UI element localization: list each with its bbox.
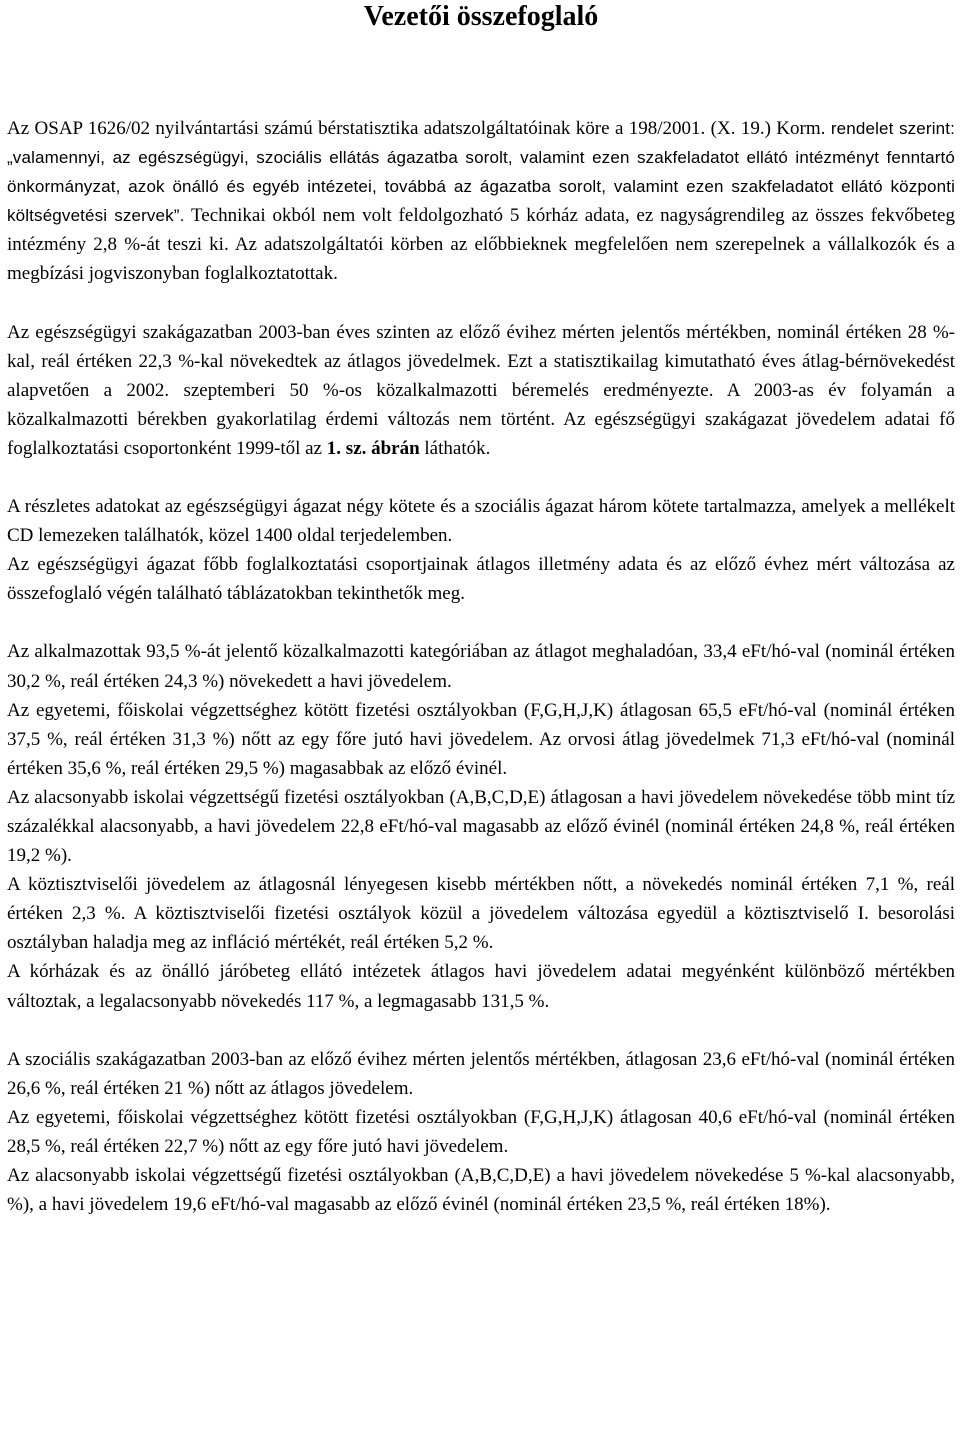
section-spacer [7, 608, 955, 637]
graduate-classes-paragraph: Az egyetemi, főiskolai végzettséghez kötött fizetési osztályokban (F,G,H,J,K) átlagosan 65,5 eFt/hó-val (nominál értéken 37,5 %, reál értéken 31,3 %) nőtt az egy főre jutó havi jövedelem. Az orvosi átlag jövedelmek 71,3 eFt/hó-val (nominál értéken 35,6 %, reál értéken 29,5 %) magasabbak az előző évinél. [7, 699, 955, 779]
health-sector-paragraph [7, 318, 955, 463]
intro-text-serif: Az OSAP 1626/02 nyilvántartási számú bérstatisztika adatszolgáltatóinak köre a 198/2001. (X. 19.) Korm. [7, 118, 826, 139]
health-sector-tail: láthatók. [419, 437, 491, 459]
document-page [7, 0, 955, 1219]
hospitals-paragraph: A kórházak és az önálló járóbeteg ellátó intézetek átlagos havi jövedelem adatai megyénként különböző mértékben változtak, a legalacsonyabb növekedés 117 %, a legmagasabb 131,5 %. [7, 961, 955, 1012]
details-paragraph-2: Az egészségügyi ágazat főbb foglalkoztatási csoportjainak átlagos illetmény adata és az előző évhez mért változása az összefoglaló végén található táblázatokban tekinthetők meg. [7, 554, 955, 605]
intro-paragraph [7, 114, 955, 289]
civil-servants-paragraph: Az alkalmazottak 93,5 %-át jelentő közalkalmazotti kategóriában az átlagot meghaladóan, 33,4 eFt/hó-val (nominál értéken 30,2 %, reál értéken 24,3 %) növekedett a havi jövedelem. [7, 641, 955, 692]
details-paragraph-1: A részletes adatokat az egészségügyi ágazat négy kötete és a szociális ágazat három kötete tartalmazza, amelyek a mellékelt CD lemezeken találhatók, közel 1400 oldal terjedelemben. [7, 496, 955, 547]
social-graduate-paragraph: Az egyetemi, főiskolai végzettséghez kötött fizetési osztályokban (F,G,H,J,K) átlagosan 40,6 eFt/hó-val (nominál értéken 28,5 %, reál értéken 22,7 %) nőtt az egy főre jutó havi jövedelem. [7, 1106, 955, 1157]
lower-education-paragraph: Az alacsonyabb iskolai végzettségű fizetési osztályokban (A,B,C,D,E) átlagosan a havi jövedelem növekedése több mint tíz százalékkal alacsonyabb, a havi jövedelem 22,8 eFt/hó-val magasabb az előző évinél (nominál értéken 24,8 %, reál értéken 19,2 %). [7, 786, 955, 867]
figure-reference: 1. sz. ábrán [326, 437, 420, 459]
intro-text-sans: rendelet szerint: „valamennyi, az egészségügyi, szociális ellátás ágazatba sorolt, valamint ezen szakfeladatot ellátó intézményt fenntartó önkormányzat, azok önálló és egyéb intézetei, továbbá az ágazatba sorolt, valamint ezen szakfeladatot ellátó központi költségvetési szervek”. [7, 119, 956, 226]
intro-text-technical: Technikai okból nem volt feldolgozható 5 kórház adata, ez nagyságrendileg az összes fekvőbeteg intézmény 2,8 %-át teszi ki. [7, 205, 955, 256]
social-lower-education-paragraph: Az alacsonyabb iskolai végzettségű fizetési osztályokban (A,B,C,D,E) a havi jövedelem növekedése 5 %-kal alacsonyabb, %), a havi jövedelem 19,6 eFt/hó-val magasabb az előző évinél (nominál értéken 23,5 %, reál értéken 18%). [7, 1165, 955, 1216]
section-spacer [7, 289, 955, 318]
officials-paragraph: A köztisztviselői jövedelem az átlagosnál lényegesen kisebb mértékben nőtt, a növekedés nominál értéken 7,1 %, reál értéken 2,3 %. A köztisztviselői fizetési osztályok közül a jövedelem változása egyedül a köztisztviselő I. besorolási osztályban haladja meg az infláció mértékét, reál értéken 5,2 %. [7, 874, 955, 954]
title-spacer [7, 34, 955, 114]
section-spacer [7, 463, 955, 492]
section-spacer [7, 1016, 955, 1045]
page-title: Vezetői összefoglaló [363, 1, 599, 32]
social-sector-paragraph: A szociális szakágazatban 2003-ban az előző évihez mérten jelentős mértékben, átlagosan 23,6 eFt/hó-val (nominál értéken 26,6 %, reál értéken 21 %) nőtt az átlagos jövedelem. [7, 1048, 955, 1099]
health-sector-text: Az egészségügyi szakágazatban 2003-ban éves szinten az előző évihez mérten jelentős mértékben, nominál értéken 28 %-kal, reál értéken 22,3 %-kal növekedtek az átlagos jövedelmek. Ezt a statisztikailag kimutatható éves átlag-bérnövekedést alapvetően a 2002. szeptemberi 50 %-os közalkalmazotti béremelés eredményezte. A 2003-as év folyamán a közalkalmazotti bérekben gyakorlatilag érdemi változás nem történt. Az egészségügyi szakágazat jövedelem adatai fő foglalkoztatási csoportonként 1999-től az [7, 321, 955, 459]
intro-text-scope: Az adatszolgáltatói körben az előbbieknek megfelelően nem szerepelnek a vállalkozók és a megbízási jogviszonyban foglalkoztatottak. [7, 234, 955, 285]
